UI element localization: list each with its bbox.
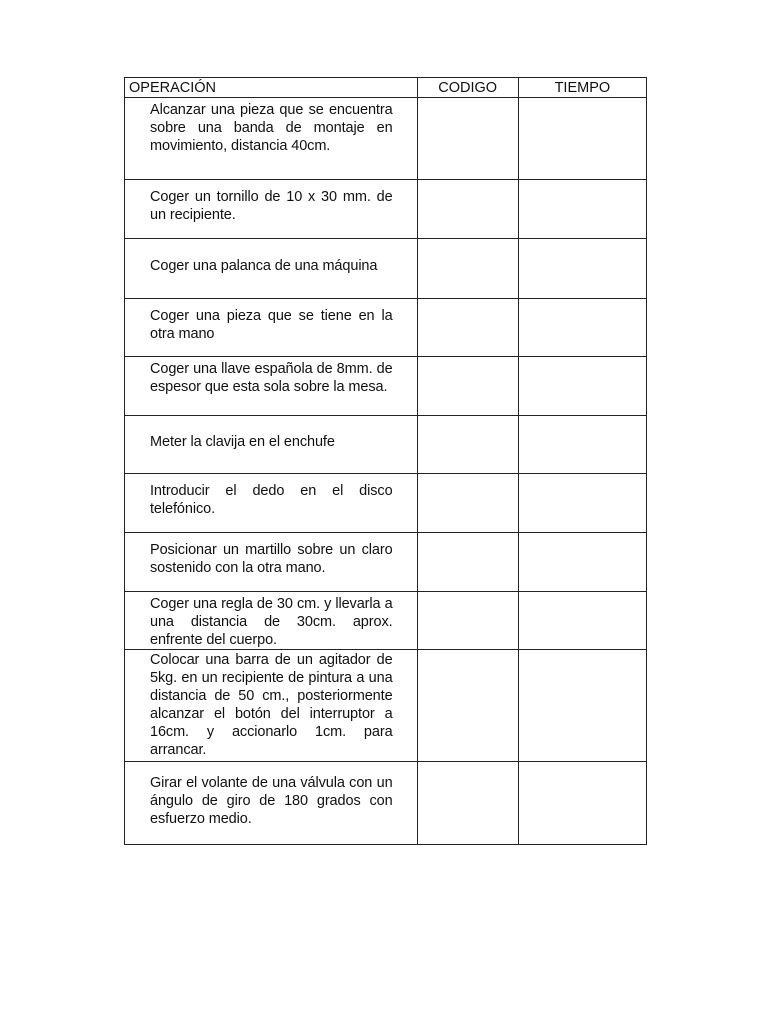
table-row: [125, 299, 647, 357]
time-cell[interactable]: [518, 533, 646, 592]
header-operation: OPERACIÓN: [125, 78, 418, 98]
code-cell[interactable]: [417, 357, 518, 416]
time-cell[interactable]: [518, 98, 646, 180]
time-cell[interactable]: [518, 592, 646, 650]
code-cell[interactable]: [417, 239, 518, 299]
time-cell[interactable]: [518, 762, 646, 845]
operation-cell: Girar el volante de una válvula con un ángulo de giro de 180 grados con esfuerzo medio.: [125, 762, 418, 845]
table-row: [125, 592, 647, 650]
operation-cell: Introducir el dedo en el disco telefónico.: [125, 474, 418, 533]
code-cell[interactable]: [417, 416, 518, 474]
header-time: TIEMPO: [518, 78, 646, 98]
table-row: [125, 239, 647, 299]
table-row: [125, 98, 647, 180]
operation-cell: Coger una llave española de 8mm. de espesor que esta sola sobre la mesa.: [125, 357, 418, 416]
header-code: CODIGO: [417, 78, 518, 98]
operations-table: [124, 77, 647, 845]
table-row: [125, 650, 647, 762]
table-row: [125, 357, 647, 416]
code-cell[interactable]: [417, 762, 518, 845]
operation-cell: Coger una palanca de una máquina: [125, 239, 418, 299]
time-cell[interactable]: [518, 180, 646, 239]
operation-cell: Posicionar un martillo sobre un claro sostenido con la otra mano.: [125, 533, 418, 592]
code-cell[interactable]: [417, 533, 518, 592]
code-cell[interactable]: [417, 474, 518, 533]
operation-cell: Coger una regla de 30 cm. y llevarla a una distancia de 30cm. aprox. enfrente del cuerpo.: [125, 592, 418, 650]
table-row: [125, 416, 647, 474]
operation-cell: Coger una pieza que se tiene en la otra mano: [125, 299, 418, 357]
time-cell[interactable]: [518, 299, 646, 357]
operation-cell: Meter la clavija en el enchufe: [125, 416, 418, 474]
table-row: [125, 474, 647, 533]
time-cell[interactable]: [518, 474, 646, 533]
code-cell[interactable]: [417, 299, 518, 357]
code-cell[interactable]: [417, 180, 518, 239]
table-row: [125, 533, 647, 592]
time-cell[interactable]: [518, 650, 646, 762]
code-cell[interactable]: [417, 592, 518, 650]
time-cell[interactable]: [518, 357, 646, 416]
table-row: [125, 180, 647, 239]
table-row: [125, 762, 647, 845]
time-cell[interactable]: [518, 239, 646, 299]
operation-cell: Coger un tornillo de 10 x 30 mm. de un recipiente.: [125, 180, 418, 239]
time-cell[interactable]: [518, 416, 646, 474]
code-cell[interactable]: [417, 98, 518, 180]
operation-cell: Colocar una barra de un agitador de 5kg. en un recipiente de pintura a una distancia de 50 cm., posteriormente alcanzar el botón del interruptor a 16cm. y accionarlo 1cm. para arrancar.: [125, 650, 418, 762]
code-cell[interactable]: [417, 650, 518, 762]
operation-cell: Alcanzar una pieza que se encuentra sobre una banda de montaje en movimiento, distancia 40cm.: [125, 98, 418, 180]
table-header-row: [125, 78, 647, 98]
